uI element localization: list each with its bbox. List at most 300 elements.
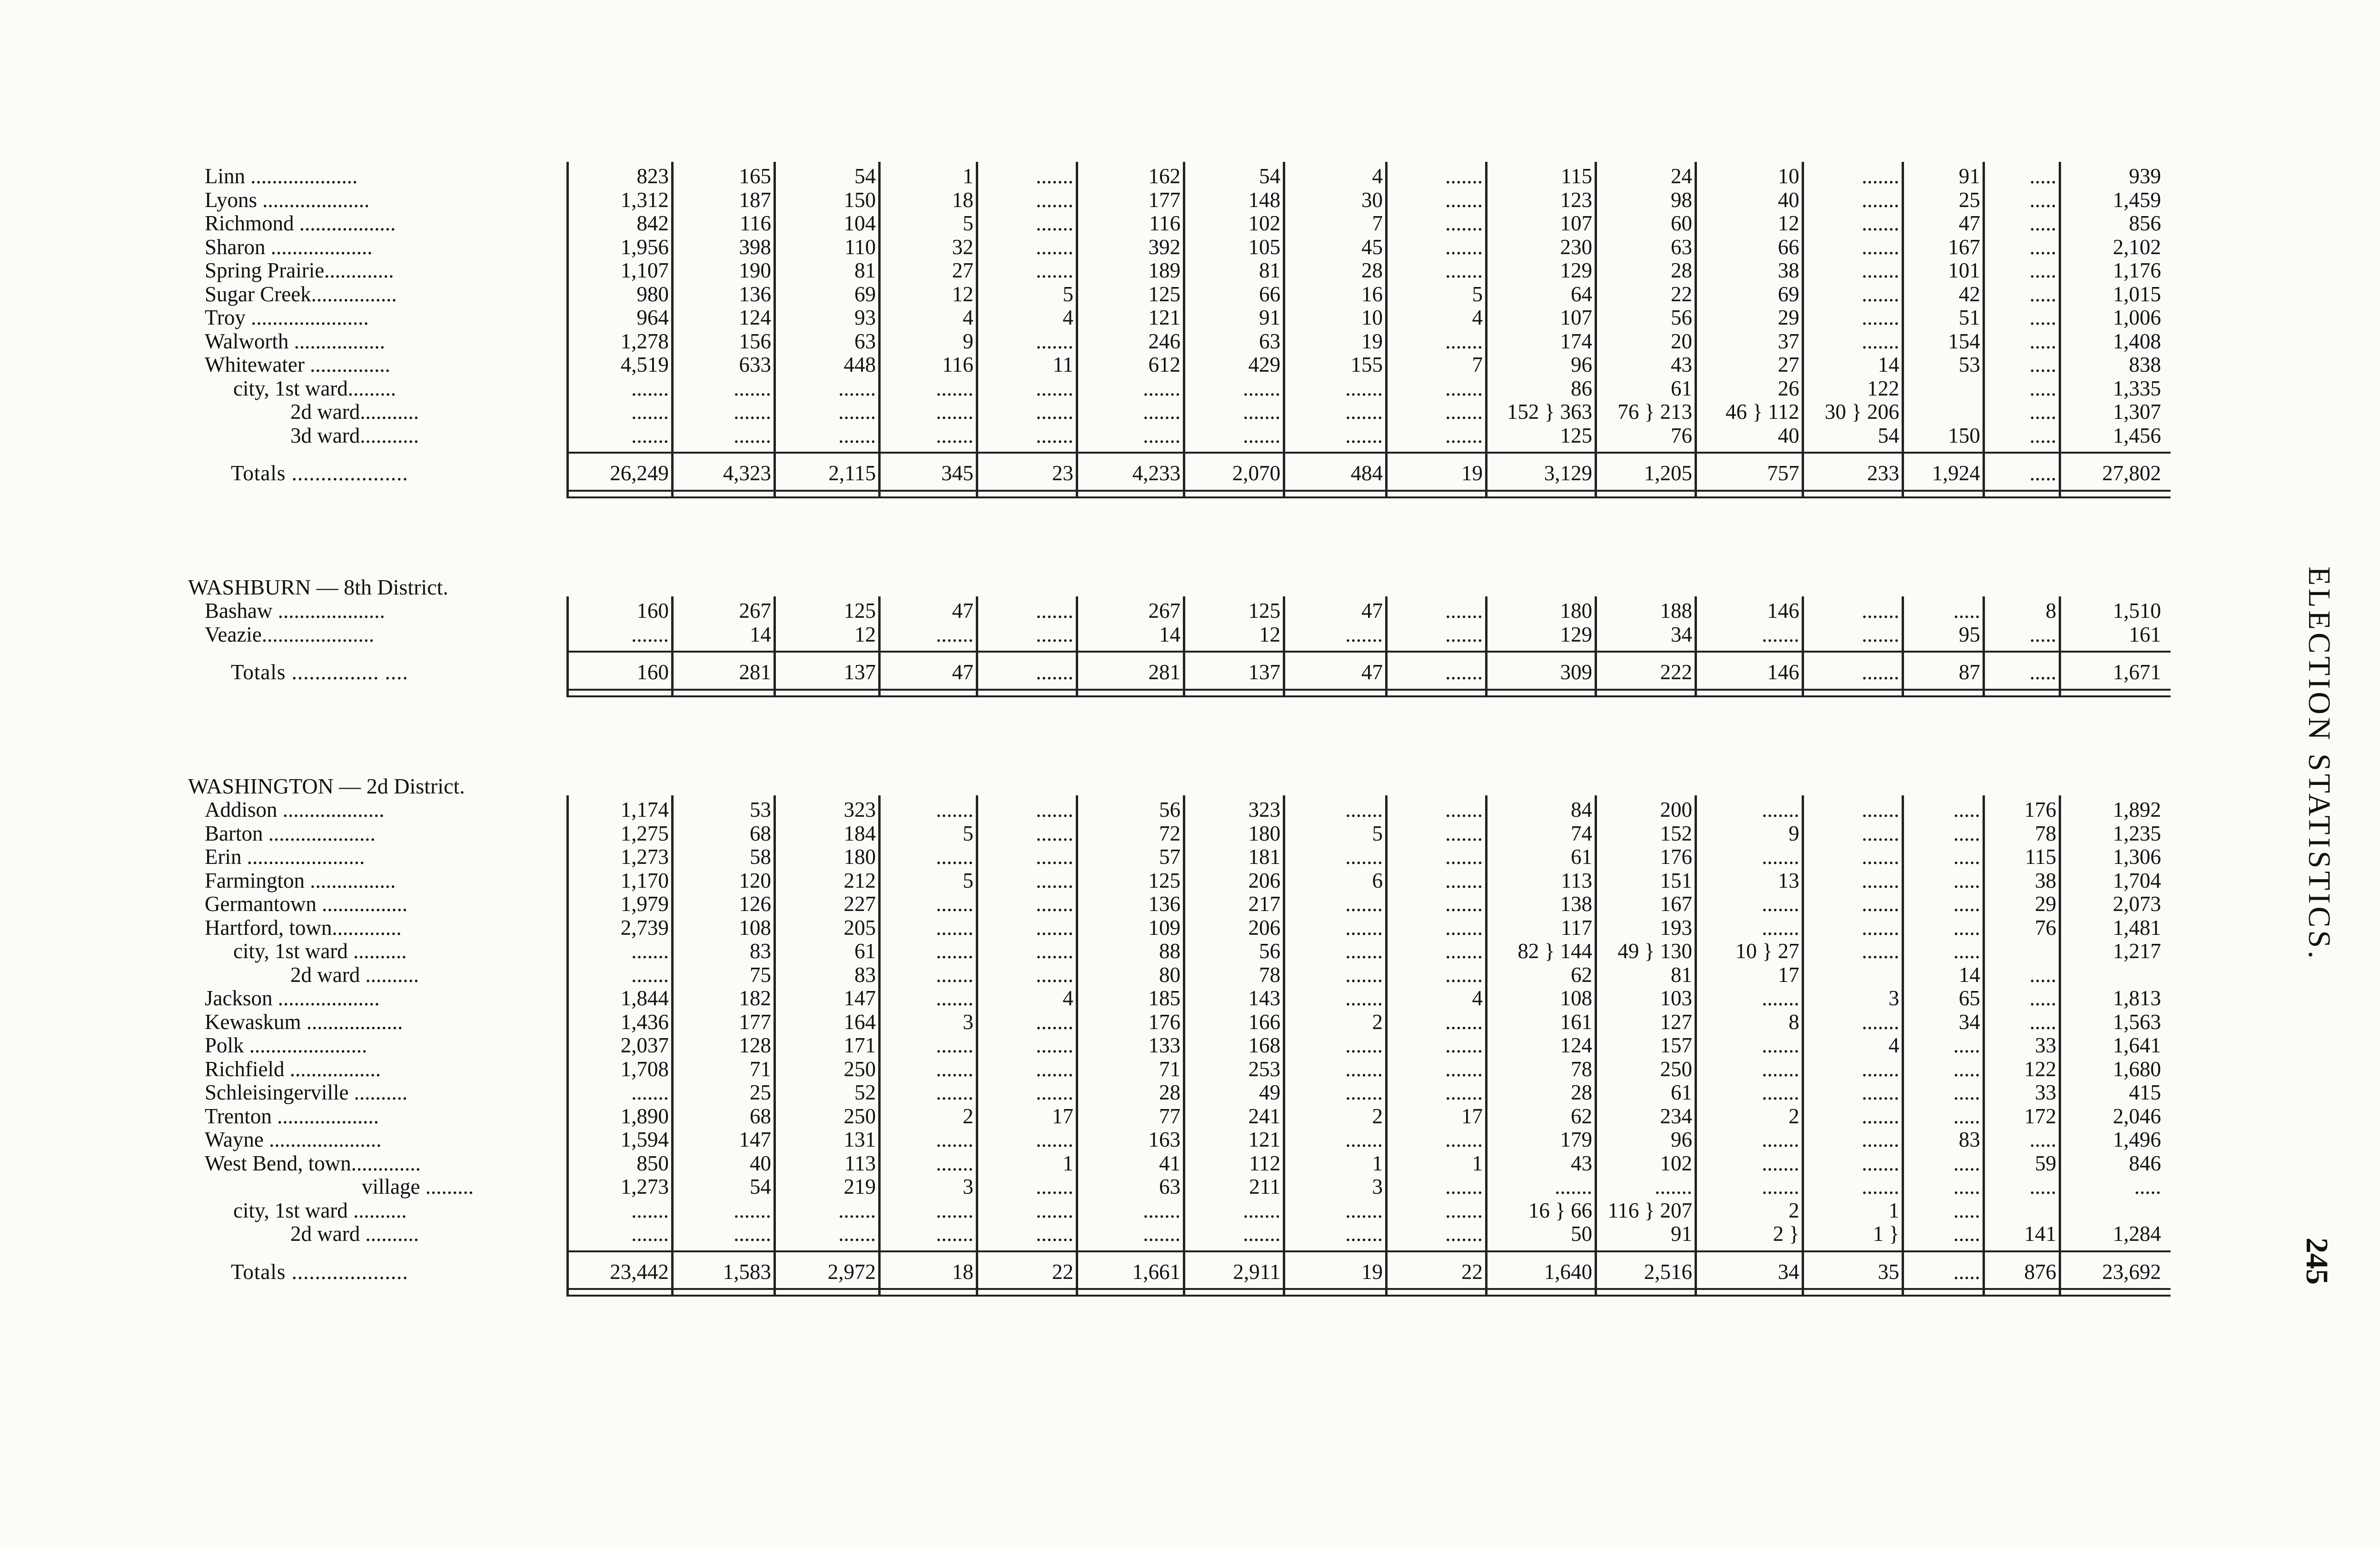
totals-cell: 2,911 xyxy=(1233,1259,1280,1284)
table-cell: 102 xyxy=(1660,1151,1692,1175)
table-cell: ....... xyxy=(1445,845,1483,869)
totals-cell: 484 xyxy=(1350,461,1383,485)
row-label: Whitewater ............... xyxy=(205,353,390,377)
totals-label: Totals ............... .... xyxy=(231,660,408,684)
table-cell: ....... xyxy=(1445,188,1483,212)
table-cell: 32 xyxy=(952,235,973,259)
table-cell: ....... xyxy=(1345,962,1383,987)
table-cell: 9 xyxy=(1788,821,1799,845)
table-cell: 68 xyxy=(750,1104,771,1128)
table-cell: 136 xyxy=(1148,892,1180,916)
table-cell: 54 xyxy=(1259,164,1280,188)
totals-cell: 2,516 xyxy=(1644,1259,1692,1284)
section-title: WASHBURN — 8th District. xyxy=(188,575,448,599)
table-cell: 136 xyxy=(739,282,771,306)
column-rule xyxy=(1695,596,1697,697)
table-cell: 206 xyxy=(1248,915,1280,940)
column-rule xyxy=(1283,162,1285,498)
column-rule xyxy=(1695,795,1697,1297)
table-cell: 29 xyxy=(2035,892,2056,916)
table-cell: 95 xyxy=(1959,622,1980,646)
table-cell: 17 xyxy=(1778,962,1799,987)
table-cell: ....... xyxy=(1445,868,1483,892)
table-cell: 1,594 xyxy=(620,1128,669,1151)
table-cell: ..... xyxy=(1953,1104,1980,1128)
table-cell: 180 xyxy=(1560,599,1592,623)
table-cell: ....... xyxy=(936,892,973,916)
table-cell: 27 xyxy=(1778,353,1799,377)
table-cell: ....... xyxy=(1862,915,1899,940)
column-rule xyxy=(1902,162,1904,498)
table-cell: 28 xyxy=(1671,258,1692,282)
table-cell: ....... xyxy=(1862,188,1899,212)
table-cell: 26 xyxy=(1778,376,1799,400)
totals-cell: 4,323 xyxy=(723,461,771,485)
row-label: city, 1st ward .......... xyxy=(233,939,407,963)
table-cell: ....... xyxy=(1345,400,1383,424)
table-cell: 49 } 130 xyxy=(1617,939,1692,963)
table-cell: ....... xyxy=(631,400,669,424)
table-cell: 28 xyxy=(1361,258,1383,282)
table-cell: 2,073 xyxy=(2112,892,2161,916)
table-cell: ....... xyxy=(1036,235,1073,259)
table-cell: ....... xyxy=(1143,1222,1180,1246)
table-cell: 838 xyxy=(2129,353,2161,377)
table-cell: 76 xyxy=(1671,423,1692,447)
table-cell: ....... xyxy=(1445,622,1483,646)
table-cell: 250 xyxy=(843,1057,876,1081)
table-cell: ....... xyxy=(1036,1198,1073,1222)
table-cell: 155 xyxy=(1350,353,1383,377)
table-cell: ..... xyxy=(1953,1033,1980,1057)
row-label: Troy ...................... xyxy=(205,306,369,329)
table-cell: 96 xyxy=(1671,1128,1692,1151)
table-cell: 151 xyxy=(1660,868,1692,892)
table-cell: 14 xyxy=(750,622,771,646)
running-head: ELECTION STATISTICS. xyxy=(2302,566,2337,961)
table-cell: 105 xyxy=(1248,235,1280,259)
table-cell: ..... xyxy=(1953,915,1980,940)
table-cell: 126 xyxy=(739,892,771,916)
table-cell: ....... xyxy=(1445,599,1483,623)
table-cell: ....... xyxy=(936,939,973,963)
table-cell: 10 xyxy=(1778,164,1799,188)
table-cell: 91 xyxy=(1259,306,1280,329)
table-cell: 5 xyxy=(962,868,973,892)
table-cell: 5 xyxy=(1062,282,1073,306)
table-cell: ....... xyxy=(1243,1222,1280,1246)
totals-cell: 222 xyxy=(1660,660,1692,684)
table-cell: 7 xyxy=(1372,211,1383,235)
table-cell: 78 xyxy=(1571,1057,1592,1081)
totals-cell: 19 xyxy=(1361,1259,1383,1284)
table-cell: ....... xyxy=(1862,599,1899,623)
totals-cell: 34 xyxy=(1778,1259,1799,1284)
table-cell: 162 xyxy=(1148,164,1180,188)
table-cell: 116 xyxy=(942,353,973,377)
table-cell: ....... xyxy=(1036,423,1073,447)
table-cell: 171 xyxy=(843,1033,876,1057)
table-cell: ....... xyxy=(1345,423,1383,447)
table-cell: 43 xyxy=(1571,1151,1592,1175)
table-cell: 1,273 xyxy=(620,845,669,869)
totals-cell: 23,692 xyxy=(2102,1259,2161,1284)
table-cell: ..... xyxy=(1953,1151,1980,1175)
table-cell: 166 xyxy=(1248,1010,1280,1034)
table-cell: ....... xyxy=(936,1151,973,1175)
table-cell: ....... xyxy=(1862,1104,1899,1128)
table-cell: ....... xyxy=(1036,1222,1073,1246)
column-rule xyxy=(2059,162,2061,498)
table-cell: ....... xyxy=(1445,235,1483,259)
row-label: city, 1st ward......... xyxy=(233,376,397,400)
table-cell: ..... xyxy=(1953,798,1980,822)
table-cell: 1,641 xyxy=(2112,1033,2161,1057)
table-cell: 193 xyxy=(1660,915,1692,940)
table-cell: 124 xyxy=(1560,1033,1592,1057)
table-cell: 147 xyxy=(739,1128,771,1151)
row-label: Richfield ................. xyxy=(205,1057,381,1081)
row-label: Hartford, town............. xyxy=(205,915,402,940)
table-cell: 12 xyxy=(1259,622,1280,646)
totals-cell: ..... xyxy=(2029,461,2056,485)
table-cell: ....... xyxy=(1445,258,1483,282)
table-cell: ....... xyxy=(936,376,973,400)
table-cell: ..... xyxy=(2029,353,2056,377)
table-cell: 133 xyxy=(1148,1033,1180,1057)
table-cell: 1,680 xyxy=(2112,1057,2161,1081)
column-rule xyxy=(1902,596,1904,697)
totals-cell: 23,442 xyxy=(610,1259,669,1284)
table-cell: 8 xyxy=(2045,599,2056,623)
table-cell: 146 xyxy=(1767,599,1799,623)
table-cell: 823 xyxy=(636,164,669,188)
table-cell: ....... xyxy=(936,1222,973,1246)
table-cell: 180 xyxy=(843,845,876,869)
table-cell: 8 xyxy=(1788,1010,1799,1034)
table-cell: 102 xyxy=(1248,211,1280,235)
table-cell: 980 xyxy=(636,282,669,306)
totals-cell: 35 xyxy=(1878,1259,1899,1284)
table-cell: ....... xyxy=(1762,1151,1799,1175)
table-cell: ....... xyxy=(936,1033,973,1057)
table-cell: ....... xyxy=(1036,164,1073,188)
row-label: Polk ...................... xyxy=(205,1033,367,1057)
table-cell: 1,312 xyxy=(620,188,669,212)
table-cell: 267 xyxy=(739,599,771,623)
table-cell: ....... xyxy=(838,1222,876,1246)
row-label: Kewaskum .................. xyxy=(205,1010,403,1034)
table-cell: ..... xyxy=(2029,235,2056,259)
table-cell: 174 xyxy=(1560,329,1592,353)
table-cell: 82 } 144 xyxy=(1517,939,1592,963)
table-cell: ....... xyxy=(1862,1080,1899,1104)
totals-cell: 876 xyxy=(2024,1259,2056,1284)
totals-cell: 1,671 xyxy=(2112,660,2161,684)
table-cell: ....... xyxy=(1862,821,1899,845)
table-cell: 40 xyxy=(1778,423,1799,447)
table-cell: 187 xyxy=(739,188,771,212)
table-cell: 177 xyxy=(1148,188,1180,212)
column-rule xyxy=(1485,596,1488,697)
totals-cell: 1,583 xyxy=(723,1259,771,1284)
table-cell: ....... xyxy=(1862,1151,1899,1175)
table-cell: ....... xyxy=(1655,1175,1692,1199)
table-cell: 1,563 xyxy=(2112,1010,2161,1034)
table-cell: 3 xyxy=(1888,986,1899,1010)
table-cell: 1,335 xyxy=(2112,376,2161,400)
table-cell: ..... xyxy=(2029,282,2056,306)
table-cell: ....... xyxy=(1445,1198,1483,1222)
column-rule xyxy=(1385,795,1388,1297)
table-cell: 156 xyxy=(739,329,771,353)
table-cell: 34 xyxy=(1959,1010,1980,1034)
totals-cell: 1,924 xyxy=(1932,461,1980,485)
table-cell: ....... xyxy=(1345,1057,1383,1081)
table-cell: 54 xyxy=(854,164,876,188)
column-rule xyxy=(1485,795,1488,1297)
table-cell: 1,275 xyxy=(620,821,669,845)
table-cell: 78 xyxy=(2035,821,2056,845)
table-cell: 1,892 xyxy=(2112,798,2161,822)
table-cell: 61 xyxy=(1571,845,1592,869)
table-cell: ....... xyxy=(1862,1010,1899,1034)
table-cell: 109 xyxy=(1148,915,1180,940)
table-cell: 152 } 363 xyxy=(1507,400,1592,424)
row-label: Veazie..................... xyxy=(205,622,375,646)
table-cell: ..... xyxy=(1953,868,1980,892)
rule xyxy=(566,1250,2171,1252)
table-cell: 129 xyxy=(1560,258,1592,282)
table-cell: 78 xyxy=(1259,962,1280,987)
table-cell: 1,170 xyxy=(620,868,669,892)
totals-cell: 23 xyxy=(1052,461,1073,485)
table-cell: 50 xyxy=(1571,1222,1592,1246)
table-cell: 25 xyxy=(1959,188,1980,212)
table-cell: 4 xyxy=(1062,986,1073,1010)
row-label: Erin ...................... xyxy=(205,845,365,869)
totals-cell: 281 xyxy=(1148,660,1180,684)
table-cell: ....... xyxy=(1036,962,1073,987)
table-cell: ....... xyxy=(1762,845,1799,869)
table-cell: ....... xyxy=(936,962,973,987)
table-cell: 152 xyxy=(1660,821,1692,845)
table-cell: ....... xyxy=(1143,423,1180,447)
table-cell: 16 xyxy=(1361,282,1383,306)
table-cell: 56 xyxy=(1671,306,1692,329)
table-cell: 176 xyxy=(2024,798,2056,822)
table-cell: 163 xyxy=(1148,1128,1180,1151)
table-cell: 1,273 xyxy=(620,1175,669,1199)
table-cell: ....... xyxy=(1036,400,1073,424)
table-cell: 448 xyxy=(843,353,876,377)
table-cell: 28 xyxy=(1571,1080,1592,1104)
table-cell: 161 xyxy=(1560,1010,1592,1034)
table-cell: 110 xyxy=(844,235,876,259)
table-cell: 33 xyxy=(2035,1033,2056,1057)
table-cell: 160 xyxy=(636,599,669,623)
table-cell: ....... xyxy=(1243,376,1280,400)
table-cell: 206 xyxy=(1248,868,1280,892)
table-cell: ..... xyxy=(1953,1175,1980,1199)
table-cell: 16 } 66 xyxy=(1528,1198,1592,1222)
column-rule xyxy=(1595,596,1597,697)
table-cell: ..... xyxy=(1953,1080,1980,1104)
table-cell: ....... xyxy=(936,986,973,1010)
table-cell: ....... xyxy=(1143,1198,1180,1222)
table-cell: 71 xyxy=(1159,1057,1180,1081)
table-cell: ....... xyxy=(1036,798,1073,822)
table-cell: ....... xyxy=(1345,892,1383,916)
table-cell: 1 xyxy=(1888,1198,1899,1222)
table-cell: 964 xyxy=(636,306,669,329)
table-cell: 120 xyxy=(739,868,771,892)
table-cell: 129 xyxy=(1560,622,1592,646)
table-cell: 147 xyxy=(843,986,876,1010)
row-label: 2d ward .......... xyxy=(290,962,419,987)
table-cell: ..... xyxy=(2029,423,2056,447)
table-cell: 246 xyxy=(1148,329,1180,353)
table-cell: ..... xyxy=(2029,1010,2056,1034)
table-cell: 68 xyxy=(750,821,771,845)
totals-cell: 19 xyxy=(1461,461,1483,485)
table-cell: ....... xyxy=(1762,892,1799,916)
table-cell: 56 xyxy=(1259,939,1280,963)
table-cell: 241 xyxy=(1248,1104,1280,1128)
table-cell: 62 xyxy=(1571,962,1592,987)
rule xyxy=(566,452,2171,454)
table-cell: 116 xyxy=(1149,211,1180,235)
table-cell: 40 xyxy=(750,1151,771,1175)
table-cell: ....... xyxy=(1445,376,1483,400)
row-label: Farmington ................ xyxy=(205,868,396,892)
table-cell: ....... xyxy=(631,1198,669,1222)
table-cell: 117 xyxy=(1561,915,1592,940)
table-cell: 429 xyxy=(1248,353,1280,377)
column-rule xyxy=(976,795,978,1297)
table-cell: 2 xyxy=(1788,1198,1799,1222)
table-cell: 108 xyxy=(739,915,771,940)
table-cell: 122 xyxy=(2024,1057,2056,1081)
table-cell: 37 xyxy=(1778,329,1799,353)
table-cell: 157 xyxy=(1660,1033,1692,1057)
table-cell: 1 xyxy=(1472,1151,1483,1175)
table-cell: 10 } 27 xyxy=(1735,939,1799,963)
row-label: Addison ................... xyxy=(205,798,385,822)
table-cell: ....... xyxy=(1862,622,1899,646)
table-cell: ....... xyxy=(1862,258,1899,282)
table-cell: 17 xyxy=(1461,1104,1483,1128)
table-cell: 59 xyxy=(2035,1151,2056,1175)
table-cell: 10 xyxy=(1361,306,1383,329)
table-cell: ....... xyxy=(1862,329,1899,353)
double-rule xyxy=(566,490,2171,492)
table-cell: 3 xyxy=(962,1175,973,1199)
table-cell: 250 xyxy=(1660,1057,1692,1081)
table-cell: ....... xyxy=(1036,939,1073,963)
table-cell: 80 xyxy=(1159,962,1180,987)
table-cell: ....... xyxy=(936,845,973,869)
column-rule xyxy=(774,795,776,1297)
table-cell: ....... xyxy=(1036,211,1073,235)
table-cell: 124 xyxy=(739,306,771,329)
table-cell: 612 xyxy=(1148,353,1180,377)
column-rule xyxy=(1485,162,1488,498)
table-cell: ....... xyxy=(1345,1128,1383,1151)
table-cell: 30 xyxy=(1361,188,1383,212)
table-cell: 7 xyxy=(1472,353,1483,377)
table-cell: 138 xyxy=(1560,892,1592,916)
table-cell: ....... xyxy=(838,423,876,447)
table-cell: ..... xyxy=(2029,306,2056,329)
table-cell: 12 xyxy=(854,622,876,646)
column-rule xyxy=(566,162,569,498)
table-cell: 41 xyxy=(1159,1151,1180,1175)
table-cell: 42 xyxy=(1959,282,1980,306)
table-cell: 1,890 xyxy=(620,1104,669,1128)
table-cell: ....... xyxy=(936,622,973,646)
table-cell: 1,979 xyxy=(620,892,669,916)
table-cell: ....... xyxy=(1345,798,1383,822)
table-cell: 188 xyxy=(1660,599,1692,623)
table-cell: ..... xyxy=(1953,1198,1980,1222)
table-cell: 5 xyxy=(962,211,973,235)
table-cell: ....... xyxy=(1445,423,1483,447)
column-rule xyxy=(878,596,881,697)
table-cell: 122 xyxy=(1867,376,1899,400)
table-cell: ....... xyxy=(1036,1175,1073,1199)
table-cell: 850 xyxy=(636,1151,669,1175)
table-cell: ....... xyxy=(1862,868,1899,892)
column-rule xyxy=(1983,162,1985,498)
column-rule xyxy=(1695,162,1697,498)
table-cell: 392 xyxy=(1148,235,1180,259)
table-cell: ..... xyxy=(2134,1175,2161,1199)
table-cell: 56 xyxy=(1159,798,1180,822)
column-rule xyxy=(1283,596,1285,697)
table-cell: 38 xyxy=(1778,258,1799,282)
table-cell: ..... xyxy=(2029,376,2056,400)
table-cell: 3 xyxy=(962,1010,973,1034)
table-cell: 108 xyxy=(1560,986,1592,1010)
totals-cell: ..... xyxy=(2029,660,2056,684)
table-cell: 1,510 xyxy=(2112,599,2161,623)
table-cell: ....... xyxy=(936,915,973,940)
column-rule xyxy=(1802,596,1804,697)
table-cell: ..... xyxy=(2029,258,2056,282)
table-cell: 125 xyxy=(1248,599,1280,623)
table-cell: ....... xyxy=(1345,939,1383,963)
table-cell: 167 xyxy=(1660,892,1692,916)
table-cell: ....... xyxy=(1243,400,1280,424)
table-cell: 84 xyxy=(1571,798,1592,822)
row-label: village ......... xyxy=(362,1175,474,1199)
table-cell: 5 xyxy=(1372,821,1383,845)
table-cell: 63 xyxy=(854,329,876,353)
totals-cell: 281 xyxy=(739,660,771,684)
table-cell: 115 xyxy=(2025,845,2056,869)
table-cell: 2 } xyxy=(1773,1222,1799,1246)
table-cell: 177 xyxy=(739,1010,771,1034)
table-cell: 81 xyxy=(1671,962,1692,987)
table-cell: ....... xyxy=(1143,376,1180,400)
table-cell: 115 xyxy=(1561,164,1592,188)
table-cell: ....... xyxy=(1345,1033,1383,1057)
table-cell: 14 xyxy=(1959,962,1980,987)
table-cell: 154 xyxy=(1948,329,1980,353)
table-cell: ..... xyxy=(2029,986,2056,1010)
table-cell: 116 xyxy=(740,211,771,235)
